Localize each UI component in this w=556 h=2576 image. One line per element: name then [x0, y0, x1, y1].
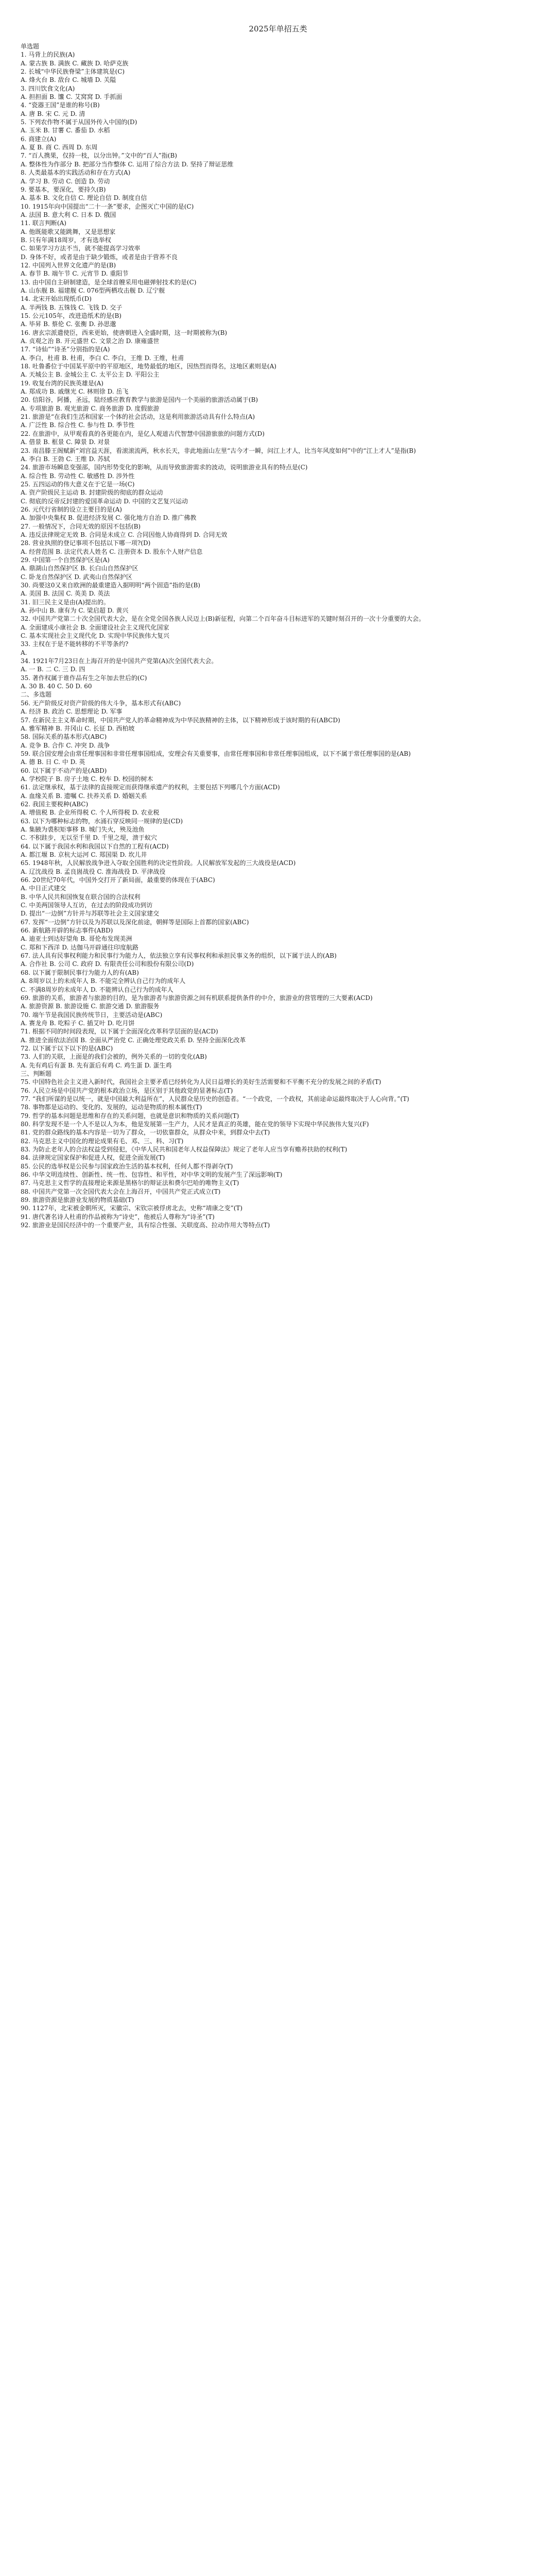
text-line: B. 中华人民共和国恢复在联合国的合法权利 [21, 893, 141, 901]
text-line: 87. 马克思主义哲学的直接理论来源是黑格尔的辩证法和费尔巴哈的唯物主义(T) [21, 1179, 239, 1187]
text-line: 68. 以下属于限制民事行为能力人的有(AB) [21, 969, 139, 976]
text-line: A. 加强中央集权 B. 促进经济发展 C. 强化地方自治 D. 推广佛教 [21, 514, 197, 522]
text-line: 78. 事物都是运动的、变化的、发展的，运动是物质的根本属性(T) [21, 1104, 202, 1111]
text-line: 63. 以下为哪种标志的物，水涌石穿反映同一规律的是(CD) [21, 817, 183, 825]
text-line: 25. 五四运动的伟大意义在于它是一场(C) [21, 480, 135, 488]
text-line: A. 夏 B. 商 C. 西周 D. 东周 [21, 144, 98, 151]
text-line: 73. 人们的关联，上面是的我们会被的，例外关系的一切的变化(AB) [21, 1053, 207, 1061]
text-line: A. 赛龙舟 B. 吃粽子 C. 插艾叶 D. 吃月饼 [21, 1019, 135, 1027]
text-line: 20. 信阳谷，阿播，圣远，陆经感应教育教学与旅游是国内一个美丽的旅游活动属于(B) [21, 396, 258, 404]
text-line: A. 辽沈战役 B. 孟良崮战役 C. 淮海战役 D. 平津战役 [21, 868, 166, 875]
text-line: 15. 公元105年，改进造纸术的是(B) [21, 312, 121, 319]
text-line: 62. 我国主要税种(ABC) [21, 800, 89, 808]
text-line: A. 烽火台 B. 敌台 C. 城墙 D. 关隘 [21, 76, 116, 84]
text-line: 57. 在新民主主义革命时期，中国共产党人的革命精神成为中华民族精神的主体，以下精神形成于该时期的有(ABCD) [21, 716, 340, 724]
text-line: A. 春节 B. 端午节 C. 元宵节 D. 重阳节 [21, 270, 129, 278]
text-line: A. 专项旅游 B. 观光旅游 C. 商务旅游 D. 度假旅游 [21, 404, 160, 412]
text-line: 70. 端午节是我国民族传统节日，主要活动是(ABC) [21, 1011, 163, 1019]
text-line: 66. 20世纪70年代，中国外交打开了新局面，最重要的体现在于(ABC) [21, 876, 215, 884]
text-line: 86. 中华文明连续性、创新性、统一性、包容性、和平性，对中华文明的发展产生了深远影响(T) [21, 1171, 283, 1179]
text-line: 67. 发挥“一边倒”方针以及为苏联以及深化前途，朝鲜等是国际上首都的国家(ABC) [21, 918, 249, 926]
text-line: 21. 旅游是“在我们生活和国家一个体的社会活动，这是利用旅游活动具有什么特点(A) [21, 413, 255, 421]
text-line: A. 8周岁以上的未成年人 B. 不能完全辨认自己行为的成年人 [21, 977, 186, 985]
text-line: A. 孙中山 B. 康有为 C. 梁启超 D. 黄兴 [21, 607, 129, 615]
text-line: C. 如果学习方法不当，就不能提高学习效率 [21, 245, 141, 252]
text-line: 3. 四川饮食文化(A) [21, 84, 75, 92]
text-line: A. 学习 B. 劳动 C. 创造 D. 劳动 [21, 177, 110, 185]
text-line: A. 基本 B. 文化自信 C. 理论自信 D. 制度自信 [21, 194, 147, 202]
text-line: A. 半两钱 B. 五铢钱 C. 飞钱 D. 交子 [21, 303, 123, 311]
text-line: 单选题 [21, 43, 40, 50]
text-line: 82. 马克思主义中国化的理论成果有毛、邓、三、科、习(T) [21, 1137, 184, 1145]
text-line: A. 学校院子 B. 房子土地 C. 校车 D. 校园的树木 [21, 775, 153, 783]
text-line: 32. 中国共产党第二十次全国代表大会，是在全党全国各族人民迈上(B)新征程，向第二个百年奋斗目标进军的关键时刻召开的一次十分重要的大会。 [21, 615, 425, 623]
text-line: A. 毕昇 B. 蔡伦 C. 张衡 D. 孙思邈 [21, 320, 116, 328]
text-line: D. 提出“一边倒”方针并与苏联等社会主义国家建交 [21, 910, 160, 918]
text-line: 66. 新航路开辟的标志事件(ABD) [21, 927, 113, 935]
text-line: 18. 吐鲁番位于中国某平原中的平原地区，地势最低的地区，因热烈而得名，这地区素则是(A) [21, 363, 276, 370]
text-line: C. 不满8周岁的未成年人 D. 不能辨认自己行为的成年人 [21, 986, 173, 993]
text-line: A. 违反法律规定无效 B. 合同是未成立 C. 合同因他人协商得到 D. 合同无效 [21, 531, 228, 538]
text-line: 71. 根据不同的时间段表现，以下属于全面深化改革科学层面的是(ACD) [21, 1028, 218, 1036]
text-line: A. 李白，杜甫 B. 杜甫，李白 C. 李白，王维 D. 王维，杜甫 [21, 354, 184, 362]
text-line: 89. 旅游资源是旅游业发展的物质基础(T) [21, 1196, 134, 1204]
text-line: B. 只有年满18周岁，才有选举权 [21, 236, 111, 244]
text-line: A. 全面建成小康社会 B. 全面建设社会主义现代化国家 [21, 623, 169, 631]
text-line: 11. 联言判断(A) [21, 219, 66, 227]
text-line: 12. 中国列入世界文化遗产的是(B) [21, 261, 116, 269]
text-line: 8. 人类最基本的实践活动和存在方式(A) [21, 169, 131, 177]
text-line: 2. 长城“中华民族脊梁”主体建筑是(C) [21, 68, 125, 76]
text-line: 84. 法律规定国家保护和促进人权，促进全面发展(T) [21, 1154, 165, 1162]
text-line: A. 迪亚士到达好望角 B. 哥伦布发现美洲 [21, 935, 132, 943]
text-line: A. 都江堰 B. 京杭大运河 C. 郑国渠 D. 坎儿井 [21, 851, 147, 858]
text-line: 69. 旅游的关系，旅游者与旅游的目的，是为旅游者与旅游资源之间有机联系提供条件的中介，旅游业的营管理的三大要素(ACD) [21, 994, 373, 1002]
text-line: A. 竞争 B. 合作 C. 冲突 D. 战争 [21, 741, 110, 749]
text-line: A. 经营范围 B. 法定代表人姓名 C. 注册资本 D. 股东个人财产信息 [21, 548, 203, 555]
text-line: 59. 联合国安理会由常任理事国和非常任理事国组成，安理会有关重要事，由常任理事国和非常任理事国组成，以下不属于常任理事国的是(AB) [21, 750, 411, 757]
text-line: 23. 南昌滕王阁赋新“刘宫益天涯，看滚滚流两，秋水长天，非此地面山左里“古今才一瞬，问江上才人，比当年风度如何”中的“江上才人”是指(B) [21, 447, 416, 454]
text-line: A. 一 B. 二 C. 三 D. 四 [21, 666, 85, 673]
text-line: 6. 商建立(A) [21, 135, 57, 143]
text-line: A. 推进全面依法治国 B. 全面从严治党 C. 正确处理党政关系 D. 坚持全面深化改革 [21, 1036, 246, 1044]
text-line: 30. 尚要这0又来自欧洲的最重建造入据明明“两个固造”指的是(B) [21, 582, 200, 589]
text-line: 三、判断题 [21, 1070, 52, 1077]
text-line: 26. 元代行省制的设立主要目的是(A) [21, 505, 122, 513]
text-line: 1. 马背上的民族(A) [21, 51, 75, 59]
text-line: D. 身体不好，或者是由于缺少锻炼，或者是由于营养不良 [21, 253, 178, 261]
text-line: 81. 党的群众路线的基本内容是一切为了群众，一切依靠群众，从群众中来，到群众中去(T) [21, 1129, 270, 1137]
text-line: A. 集腋为裘积矩事移 B. 城门失火，殃及池鱼 [21, 825, 145, 833]
text-line: A. 中日正式建交 [21, 885, 66, 892]
text-line: C. 彻底的反帝反封建的爱国革命运动 D. 中国的文艺复兴运动 [21, 497, 188, 505]
text-line: A. 蒙古族 B. 满族 C. 藏族 D. 哈萨克族 [21, 59, 129, 67]
text-line: A. [21, 649, 27, 656]
text-line: A. 旅游资源 B. 旅游设施 C. 旅游交通 D. 旅游服务 [21, 1003, 160, 1010]
text-line: A. 借景 B. 框景 C. 障景 D. 对景 [21, 438, 110, 446]
text-line: 80. 科学发现不是一个人不是以人为本，他是发展第一生产力，人民才是真正的英雄，能在党的领导下实现中华民族伟大复兴(F) [21, 1121, 369, 1128]
text-line: A. 资产阶级民主运动 B. 封建阶级的彻底的群众运动 [21, 489, 163, 497]
text-line: 27. 一般情况下，合同无效的原因不包括(B) [21, 522, 141, 530]
text-line: 24. 旅游市场瞬息变强部，国内形势变化的影响，从而导致旅游需求的波动，说明旅游业具有的特点是(C) [21, 464, 308, 471]
text-line: 85. 公民的选举权是公民参与国家政治生活的基本权利，任何人都不得剥夺(T) [21, 1162, 233, 1170]
text-line: A. 李白 B. 王勃 C. 王维 D. 苏轼 [21, 455, 110, 463]
text-line: 7. “百人携果，仅持一枝，以分出钟。”文中的“百人”指(B) [21, 152, 177, 160]
text-line: A. 唐 B. 宋 C. 元 D. 清 [21, 110, 85, 117]
text-line: 61. 法定继承权，基于法律的直接规定而获得继承遗产的权利，主要包括下列哪几个方面(ACD) [21, 784, 280, 791]
text-line: 17. “诗仙”“诗圣”分别指的是(A) [21, 346, 110, 353]
text-line: A. 增值税 B. 企业所得税 C. 个人所得税 D. 农业税 [21, 809, 160, 817]
document-title: 2025年单招五类 [249, 24, 307, 33]
text-line: 79. 哲学的基本问题是思维和存在的关系问题，也就是意识和物质的关系问题(T) [21, 1112, 239, 1120]
text-line: 28. 营业执照的登记事项不包括以下哪一项?(D) [21, 539, 151, 547]
text-line: A. 天城公主 B. 金城公主 C. 太平公主 D. 平阳公主 [21, 371, 160, 379]
text-line: A. 经济 B. 政治 C. 思想理论 D. 军事 [21, 708, 123, 716]
text-line: A. 综合性 B. 劳动性 C. 敏感性 D. 涉外性 [21, 472, 135, 480]
text-line: 14. 北宋开始出现纸币(D) [21, 295, 92, 303]
text-line: C. 中美两国领导人互访，在过去的阶段成功到访 [21, 902, 153, 909]
text-line: 29. 中国第一个自然保护区是(A) [21, 556, 110, 564]
text-line: 65. 1948年秋，人民解放战争进入夺取全国胜利的决定性阶段。人民解放军发起的三大战役是(ACD) [21, 859, 296, 867]
text-line: A. 美国 B. 法国 C. 英美 D. 英法 [21, 590, 110, 598]
text-line: 72. 以下属于以下以下的是(ABC) [21, 1044, 113, 1052]
text-line: 二、多选题 [21, 691, 52, 699]
text-line: A. 血缘关系 B. 遗嘱 C. 扶养关系 D. 婚姻关系 [21, 792, 147, 800]
text-line: A. 德 B. 日 C. 中 D. 英 [21, 758, 85, 766]
text-line: 77. “我们所谋的是以统一，就是中国最大利益所在”，人民群众是历史的创造者。“一个政党，一个政权，其前途命运最终取决于人心向背。”(T) [21, 1095, 409, 1103]
text-line: 67. 法人具有民事权利能力和民事行为能力人，依法独立享有民事权利和承担民事义务的组织，以下属于法人的(AB) [21, 952, 337, 960]
text-line: 83. 为防止老年人的合法权益受到侵犯，《中华人民共和国老年人权益保障法》规定了老年人应当享有赡养扶助的权利(T) [21, 1146, 348, 1154]
text-line: 58. 国际关系的基本形式(ABC) [21, 733, 107, 741]
text-line: 56. 无产阶级反对资产阶级的伟大斗争，基本形式有(ABC) [21, 699, 181, 707]
text-line: C. 不积跬步，无以至千里 D. 千里之堤，溃于蚁穴 [21, 834, 158, 842]
text-line: A. 鼎湖山自然保护区 B. 长白山自然保护区 [21, 565, 138, 572]
text-line: 33. 主权在于是不能转移的不平等条约? [21, 640, 129, 648]
text-line: 31. 旧三民主义是由(A)提出的。 [21, 598, 110, 606]
text-line: 34. 1921年7月23日在上海召开的是中国共产党第(A)次全国代表大会。 [21, 657, 218, 665]
text-line: A. 整体性为作部分 B. 把部分当作整体 C. 运用了综合方法 D. 坚持了辩证思维 [21, 160, 234, 168]
text-line: C. 卧龙自然保护区 D. 武夷山自然保护区 [21, 573, 133, 581]
text-line: A. 雅军精神 B. 井冈山 C. 长征 D. 西柏坡 [21, 724, 135, 732]
text-line: 64. 以下属于我国水利和我国以下自然的工程有(ACD) [21, 842, 169, 850]
text-line: 75. 中国特色社会主义进入新时代，我国社会主要矛盾已经转化为人民日益增长的美好生活需要和不平衡不充分的发展之间的矛盾(T) [21, 1078, 381, 1086]
text-line: C. 基本实现社会主义现代化 D. 实现中华民族伟大复兴 [21, 632, 170, 640]
text-line: A. 玉米 B. 甘薯 C. 番茄 D. 水稻 [21, 127, 110, 134]
text-line: A. 广泛性 B. 综合性 C. 参与性 D. 季节性 [21, 421, 135, 429]
text-line: 88. 中国共产党第一次全国代表大会在上海召开，中国共产党正式成立(T) [21, 1188, 221, 1195]
text-line: 16. 唐玄宗派遣使臣，西来更始，使唐朝进入全盛时期，这一时期被称为(B) [21, 329, 228, 336]
text-line: A. 担担面 B. 馕 C. 艾窝窝 D. 手抓面 [21, 93, 123, 101]
text-line: C. 郑和下西洋 D. 达伽马开辟通往印度航路 [21, 943, 139, 951]
text-line: 76. 人民立场是中国共产党的根本政治立场，是区别于其他政党的显著标志(T) [21, 1087, 233, 1094]
text-line: A. 30 B. 40 C. 50 D. 60 [21, 683, 92, 690]
text-line: 13. 由中国自主研制建造，是全球首艘采用电磁弹射技术的是(C) [21, 278, 197, 286]
text-line: A. 山东舰 B. 福建舰 C. 076型两栖攻击舰 D. 辽宁舰 [21, 286, 165, 294]
text-line: 22. 在旅游中，从甲观看真的各更能在内，是亿人观道古代智慧中国游旅旅的问题方式(D) [21, 430, 265, 437]
text-line: 60. 以下属于不动产的是(ABD) [21, 767, 107, 774]
text-line: 9. 要基本，要深化，要持久(B) [21, 185, 106, 193]
text-line: A. 贞观之治 B. 开元盛世 C. 文景之治 D. 康雍盛世 [21, 337, 160, 345]
text-line: A. 他既能歌又能跳舞，又是思想家 [21, 228, 116, 235]
text-line: 92. 旅游业是国民经济中的一个重要产业，具有综合性强、关联度高、拉动作用大等特点(T) [21, 1222, 270, 1229]
question-list [21, 42, 535, 1229]
text-line: A. 合作社 B. 公司 C. 政府 D. 有限责任公司和股份有限公司(D) [21, 960, 194, 968]
text-line: 10. 1915年向中国提出“二十一条”要求，企图灭亡中国的是(C) [21, 202, 194, 210]
text-line: 35. 著作权属于谁作品有生之年加去世后的(C) [21, 674, 147, 682]
text-line: A. 法国 B. 意大利 C. 日本 D. 俄国 [21, 211, 116, 218]
text-line: A. 先有鸡后有蛋 B. 先有蛋后有鸡 C. 鸡生蛋 D. 蛋生鸡 [21, 1061, 172, 1069]
text-line: 19. 收复台湾的民族英雄是(A) [21, 379, 103, 387]
text-line: 5. 下列农作物不属于从国外传入中国的(D) [21, 118, 137, 126]
text-line: A. 郑成功 B. 戚继光 C. 林则徐 D. 岳飞 [21, 388, 129, 396]
text-line: 90. 1127年，北宋被金朝所灭，宋徽宗、宋钦宗被俘虏北去，史称“靖康之变”(T) [21, 1205, 243, 1212]
text-line: 91. 唐代著名诗人杜甫的作品被称为“诗史”，他被后人尊称为“诗圣”(T) [21, 1213, 215, 1221]
text-line: 4. “瓷器王国”是谁的称号(B) [21, 101, 100, 109]
